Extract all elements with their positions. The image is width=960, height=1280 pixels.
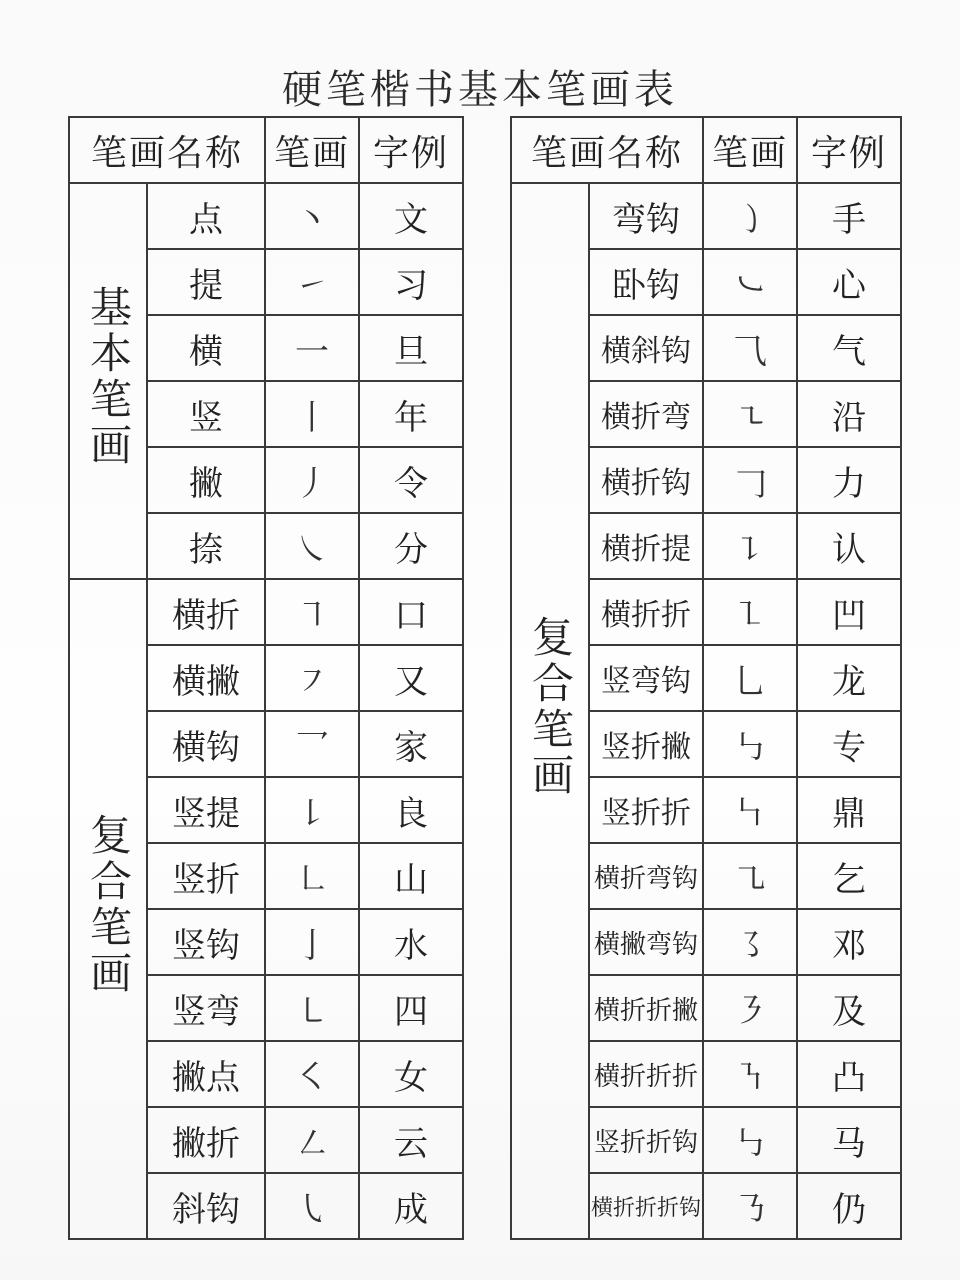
stroke-glyph-cell: ㇈ bbox=[703, 843, 797, 909]
example-character-cell: 习 bbox=[359, 249, 463, 315]
stroke-glyph-cell: ㇏ bbox=[265, 513, 359, 579]
stroke-name-cell: 竖提 bbox=[147, 777, 265, 843]
stroke-name-cell: 横折折 bbox=[589, 579, 703, 645]
stroke-name-cell: 竖折折 bbox=[589, 777, 703, 843]
example-character-cell: 气 bbox=[797, 315, 901, 381]
stroke-name-cell: 撇点 bbox=[147, 1041, 265, 1107]
table-row bbox=[511, 183, 901, 249]
stroke-name-cell: 竖折 bbox=[147, 843, 265, 909]
stroke-name-cell: 横折折折 bbox=[589, 1041, 703, 1107]
example-character-cell: 旦 bbox=[359, 315, 463, 381]
example-character-cell: 专 bbox=[797, 711, 901, 777]
table-row bbox=[69, 579, 463, 645]
stroke-name-cell: 横折钩 bbox=[589, 447, 703, 513]
basic-group-cell bbox=[69, 183, 147, 579]
example-character-cell: 文 bbox=[359, 183, 463, 249]
example-character-cell: 力 bbox=[797, 447, 901, 513]
stroke-glyph-cell: ㇞ bbox=[703, 777, 797, 843]
example-character-cell: 良 bbox=[359, 777, 463, 843]
example-character-cell: 云 bbox=[359, 1107, 463, 1173]
example-character-cell: 乞 bbox=[797, 843, 901, 909]
example-character-cell: 家 bbox=[359, 711, 463, 777]
stroke-name-cell: 横撇弯钩 bbox=[589, 909, 703, 975]
stroke-glyph-cell: ㇅ bbox=[703, 579, 797, 645]
compound-group-cell bbox=[511, 183, 589, 1239]
stroke-glyph-cell: 亅 bbox=[265, 909, 359, 975]
stroke-glyph-cell: ㇂ bbox=[265, 1173, 359, 1239]
stroke-glyph-cell: ㇙ bbox=[265, 777, 359, 843]
stroke-glyph-cell: ⺄ bbox=[703, 315, 797, 381]
stroke-name-cell: 点 bbox=[147, 183, 265, 249]
stroke-name-cell: 横折折折钩 bbox=[589, 1173, 703, 1239]
table-row bbox=[69, 183, 463, 249]
stroke-glyph-cell: 丨 bbox=[265, 381, 359, 447]
example-character-cell: 及 bbox=[797, 975, 901, 1041]
stroke-name-cell: 斜钩 bbox=[147, 1173, 265, 1239]
header-example: 字例 bbox=[797, 117, 901, 183]
left-stroke-table bbox=[68, 116, 464, 1240]
stroke-name-cell: 横折弯钩 bbox=[589, 843, 703, 909]
stroke-name-cell: 横折提 bbox=[589, 513, 703, 579]
stroke-glyph-cell: ㇗ bbox=[265, 843, 359, 909]
group-label: 复合笔画 bbox=[84, 812, 133, 997]
example-character-cell: 马 bbox=[797, 1107, 901, 1173]
stroke-glyph-cell: ㇄ bbox=[265, 975, 359, 1041]
stroke-glyph-cell: 乛 bbox=[265, 711, 359, 777]
stroke-glyph-cell: ㇀ bbox=[265, 249, 359, 315]
stroke-name-cell: 横折弯 bbox=[589, 381, 703, 447]
example-character-cell: 心 bbox=[797, 249, 901, 315]
stroke-glyph-cell: ㇇ bbox=[265, 645, 359, 711]
group-label: 复合笔画 bbox=[526, 614, 575, 799]
stroke-glyph-cell: ㇊ bbox=[703, 513, 797, 579]
right-header-row bbox=[511, 117, 901, 183]
example-character-cell: 邓 bbox=[797, 909, 901, 975]
stroke-glyph-cell: ㇉ bbox=[703, 1107, 797, 1173]
group-label: 基本笔画 bbox=[84, 284, 133, 469]
stroke-glyph-cell: 一 bbox=[265, 315, 359, 381]
header-name: 笔画名称 bbox=[69, 117, 265, 183]
example-character-cell: 认 bbox=[797, 513, 901, 579]
example-character-cell: 分 bbox=[359, 513, 463, 579]
stroke-name-cell: 竖钩 bbox=[147, 909, 265, 975]
stroke-glyph-cell: ㇃ bbox=[703, 249, 797, 315]
header-example: 字例 bbox=[359, 117, 463, 183]
example-character-cell: 沿 bbox=[797, 381, 901, 447]
right-stroke-table bbox=[510, 116, 902, 1240]
compound-group-cell bbox=[69, 579, 147, 1239]
example-character-cell: 年 bbox=[359, 381, 463, 447]
stroke-name-cell: 竖折折钩 bbox=[589, 1107, 703, 1173]
stroke-glyph-cell: ㇁ bbox=[703, 183, 797, 249]
stroke-name-cell: 竖折撇 bbox=[589, 711, 703, 777]
stroke-glyph-cell: ㇉ bbox=[703, 711, 797, 777]
stroke-name-cell: 弯钩 bbox=[589, 183, 703, 249]
example-character-cell: 四 bbox=[359, 975, 463, 1041]
left-header-row bbox=[69, 117, 463, 183]
example-character-cell: 又 bbox=[359, 645, 463, 711]
example-character-cell: 水 bbox=[359, 909, 463, 975]
header-stroke: 笔画 bbox=[703, 117, 797, 183]
header-stroke: 笔画 bbox=[265, 117, 359, 183]
example-character-cell: 山 bbox=[359, 843, 463, 909]
example-character-cell: 仍 bbox=[797, 1173, 901, 1239]
example-character-cell: 成 bbox=[359, 1173, 463, 1239]
example-character-cell: 鼎 bbox=[797, 777, 901, 843]
stroke-name-cell: 提 bbox=[147, 249, 265, 315]
stroke-name-cell: 竖弯钩 bbox=[589, 645, 703, 711]
page-title: 硬笔楷书基本笔画表 bbox=[282, 67, 678, 113]
stroke-name-cell: 横钩 bbox=[147, 711, 265, 777]
stroke-glyph-cell: ㇍ bbox=[703, 381, 797, 447]
example-character-cell: 女 bbox=[359, 1041, 463, 1107]
stroke-name-cell: 横撇 bbox=[147, 645, 265, 711]
stroke-glyph-cell: ㇡ bbox=[703, 1173, 797, 1239]
stroke-name-cell: 横折 bbox=[147, 579, 265, 645]
example-character-cell: 凹 bbox=[797, 579, 901, 645]
example-character-cell: 手 bbox=[797, 183, 901, 249]
stroke-glyph-cell: 丿 bbox=[265, 447, 359, 513]
stroke-glyph-cell: 𠃌 bbox=[703, 447, 797, 513]
stroke-name-cell: 卧钩 bbox=[589, 249, 703, 315]
stroke-glyph-cell: ㇎ bbox=[703, 1041, 797, 1107]
stroke-name-cell: 撇折 bbox=[147, 1107, 265, 1173]
stroke-glyph-cell: ㇛ bbox=[265, 1041, 359, 1107]
stroke-name-cell: 竖弯 bbox=[147, 975, 265, 1041]
stroke-name-cell: 捺 bbox=[147, 513, 265, 579]
stroke-glyph-cell: 乚 bbox=[703, 645, 797, 711]
example-character-cell: 令 bbox=[359, 447, 463, 513]
stroke-glyph-cell: ㇌ bbox=[703, 909, 797, 975]
stroke-name-cell: 横斜钩 bbox=[589, 315, 703, 381]
example-character-cell: 口 bbox=[359, 579, 463, 645]
stroke-name-cell: 横 bbox=[147, 315, 265, 381]
stroke-glyph-cell: ㇋ bbox=[703, 975, 797, 1041]
stroke-name-cell: 撇 bbox=[147, 447, 265, 513]
header-name: 笔画名称 bbox=[511, 117, 703, 183]
stroke-glyph-cell: ㇜ bbox=[265, 1107, 359, 1173]
example-character-cell: 龙 bbox=[797, 645, 901, 711]
stroke-glyph-cell: ㇕ bbox=[265, 579, 359, 645]
example-character-cell: 凸 bbox=[797, 1041, 901, 1107]
stroke-name-cell: 竖 bbox=[147, 381, 265, 447]
stroke-glyph-cell: 丶 bbox=[265, 183, 359, 249]
stroke-name-cell: 横折折撇 bbox=[589, 975, 703, 1041]
